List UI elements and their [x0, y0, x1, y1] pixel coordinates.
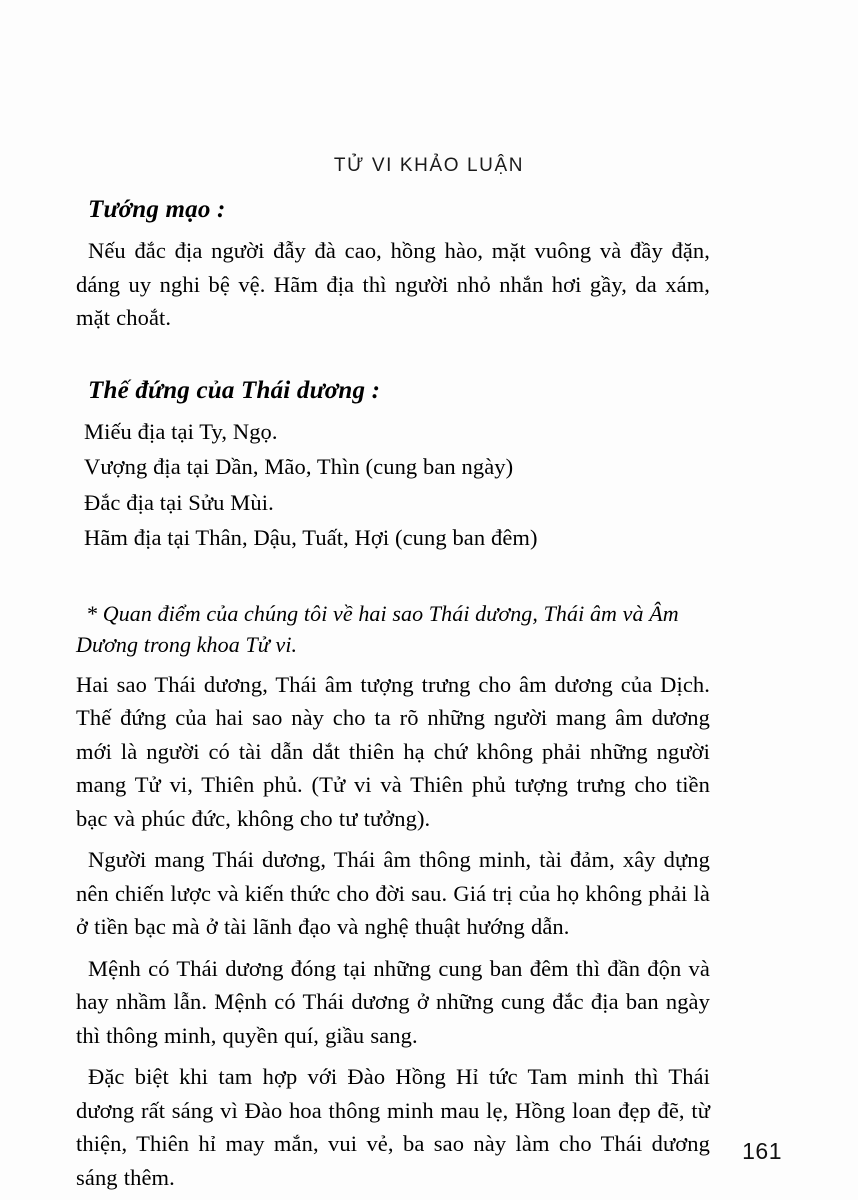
paragraph-spacer	[76, 835, 710, 843]
section-spacer	[76, 556, 710, 598]
running-head: TỬ VI KHẢO LUẬN	[333, 155, 525, 176]
list-item: Miếu địa tại Ty, Ngọ.	[84, 418, 278, 444]
paragraph-commentary-4: Đặc biệt khi tam hợp với Đào Hồng Hỉ tức Tam minh thì Thái dương rất sáng vì Đào hoa thông minh mau lẹ, Hồng loan đẹp đẽ, từ thiện, Thiên hỉ may mắn, vui vẻ, ba sao này làm cho Thái dương sáng thêm.	[76, 1064, 710, 1190]
paragraph-commentary-3: Mệnh có Thái dương đóng tại những cung ban đêm thì đần độn và hay nhầm lẫn. Mệnh có Thái dương ở những cung đắc địa ban ngày thì thông minh, quyền quí, giầu sang.	[76, 955, 710, 1048]
list-item: Hãm địa tại Thân, Dậu, Tuất, Hợi (cung ban đêm)	[84, 525, 538, 550]
section-spacer	[76, 335, 710, 377]
list-item: Đắc địa tại Sửu Mùi.	[84, 489, 274, 515]
list-item: Vượng địa tại Dần, Mão, Thìn (cung ban ngày)	[84, 454, 514, 479]
text-column	[76, 196, 710, 1194]
paragraph-commentary-2: Người mang Thái dương, Thái âm thông minh, tài đảm, xây dựng nên chiến lược và kiến thức cho đời sau. Giá trị của họ không phải là ở tiền bạc mà ở tài lãnh đạo và nghệ thuật hướng dẫn.	[76, 847, 710, 939]
editorial-note: * Quan điểm của chúng tôi về hai sao Thái dương, Thái âm và Âm Dương trong khoa Tử vi.	[76, 600, 679, 657]
paragraph-spacer	[76, 944, 710, 952]
paragraph-spacer	[76, 1052, 710, 1060]
paragraph-spacer	[76, 660, 710, 668]
position-list	[76, 414, 710, 556]
page-number: 161	[742, 1138, 782, 1164]
paragraph-appearance: Nếu đắc địa người đẫy đà cao, hồng hào, mặt vuông và đầy đặn, dáng uy nghi bệ vệ. Hãm địa thì người nhỏ nhắn hơi gầy, da xám, mặt choắt.	[76, 238, 710, 330]
section-heading-appearance: Tướng mạo :	[88, 196, 226, 223]
section-heading-positions: Thế đứng của Thái dương :	[88, 376, 381, 404]
paragraph-commentary-1: Hai sao Thái dương, Thái âm tượng trưng cho âm dương của Dịch. Thế đứng của hai sao này cho ta rõ những người mang âm dương mới là người có tài dẫn dắt thiên hạ chứ không phải những người mang Tử vi, Thiên phủ. (Tử vi và Thiên phủ tượng trưng cho tiền bạc và phúc đức, không cho tư tưởng).	[76, 671, 710, 831]
